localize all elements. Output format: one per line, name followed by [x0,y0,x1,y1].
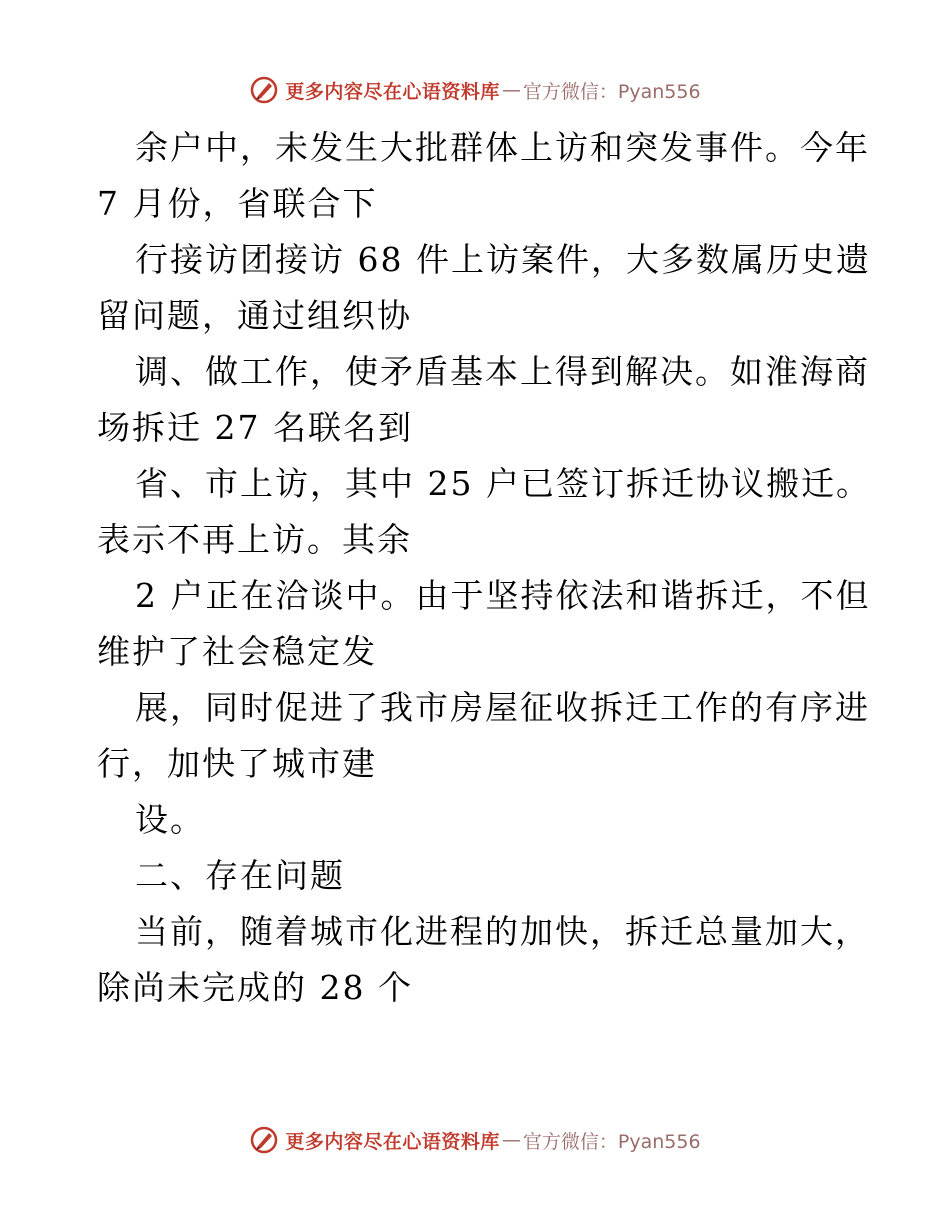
header-wechat-text: 官方微信：Pyan556 [522,80,701,103]
footer-dash: — [501,1129,521,1151]
body-line: 维护了社会稳定发 [97,632,377,671]
body-line: 场拆迁 27 名联名到 [97,408,413,447]
header-banner [0,70,950,110]
body-line: 当前，随着城市化进程的加快，拆迁总量加大， [135,912,870,951]
body-line: 7 月份，省联合下 [97,184,378,223]
footer-brand-text: 更多内容尽在心语资料库 [285,1130,500,1153]
document-body [97,120,871,1016]
footer-banner [0,1120,950,1160]
body-line: 余户中，未发生大批群体上访和突发事件。今年 [135,128,870,167]
header-dash: — [501,79,521,101]
logo-icon [249,75,279,105]
body-line: 除尚未完成的 28 个 [97,968,413,1007]
body-line: 表示不再上访。其余 [97,520,412,559]
footer-wechat-text: 官方微信：Pyan556 [522,1130,701,1153]
section-heading: 二、存在问题 [135,856,345,895]
body-line: 调、做工作，使矛盾基本上得到解决。如淮海商 [135,352,870,391]
logo-icon [249,1125,279,1155]
body-line: 省、市上访，其中 25 户已签订拆迁协议搬迁。 [135,464,871,503]
body-line: 设。 [135,800,205,839]
body-line: 展，同时促进了我市房屋征收拆迁工作的有序进 [135,688,870,727]
header-brand-text: 更多内容尽在心语资料库 [285,80,500,103]
body-line: 行，加快了城市建 [97,744,377,783]
body-line: 行接访团接访 68 件上访案件，大多数属历史遗 [135,240,871,279]
body-line: 留问题，通过组织协 [97,296,412,335]
body-line: 2 户正在洽谈中。由于坚持依法和谐拆迁，不但 [135,576,871,615]
